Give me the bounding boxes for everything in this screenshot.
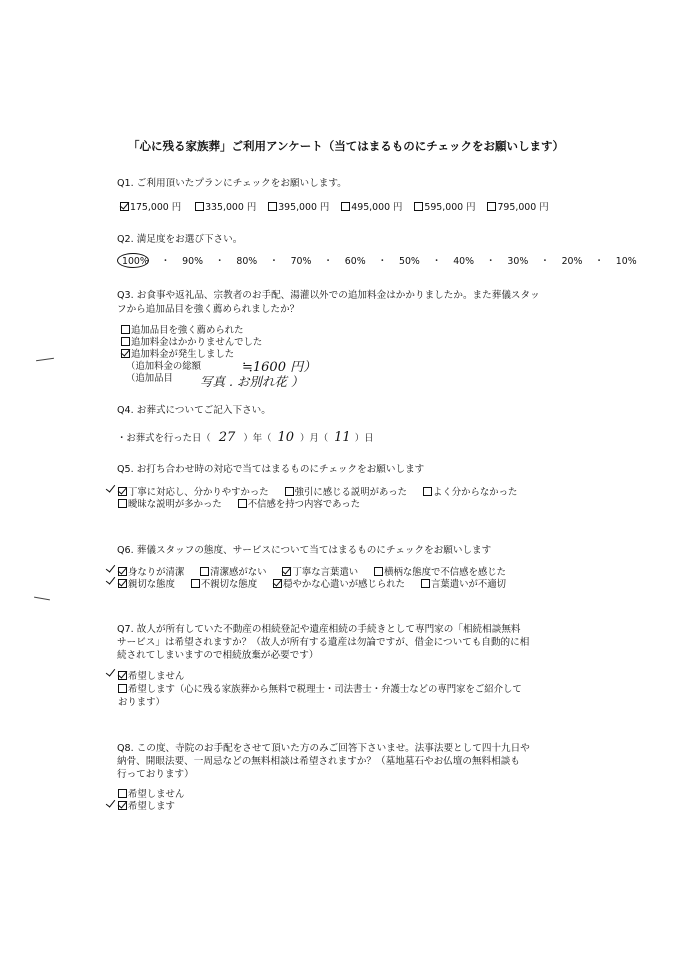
q6-row1 [118, 567, 506, 579]
checkbox-icon [341, 202, 350, 211]
handwritten-check-icon [106, 797, 115, 807]
q3-items-handwritten: 写真 . お別れ花 ） [200, 374, 304, 389]
q3-question-line1: Q3. お食事や返礼品、宗教者のお手配、湯灌以外での追加料金はかかりましたか。また葬儀スタッ [117, 290, 540, 301]
q7-question-line1: Q7. 故人が所有していた不動産の相続登記や遺産相続の手続きとして専門家の「相続相談無料 [117, 624, 521, 635]
checkbox-icon [487, 202, 496, 211]
q6-option-unkind[interactable]: 不親切な態度 [191, 579, 257, 590]
q1-option-595000[interactable]: 595,000 円 [414, 202, 475, 213]
q2-separator: ・ [269, 256, 279, 267]
q7-question-line3: 続されてしまいますので相続放棄が必要です） [117, 650, 319, 661]
q7-option-no[interactable]: 希望しません [118, 671, 184, 683]
q6-option-polite-speech[interactable]: 丁寧な言葉遣い [282, 567, 358, 578]
q4-question: Q4. お葬式についてご記入下さい。 [117, 405, 271, 416]
checkbox-icon [238, 499, 247, 508]
q8-question-line1: Q8. この度、寺院のお手配をさせて頂いた方のみご回答下さいませ。法事法要として四十九日や [117, 743, 530, 754]
q2-question: Q2. 満足度をお選び下さい。 [117, 234, 243, 245]
q8-option-no[interactable]: 希望しません [118, 789, 184, 801]
q4-month-value[interactable]: 10 [277, 430, 294, 445]
q2-option-70[interactable]: 70% [290, 256, 312, 267]
q1-options [120, 202, 549, 214]
q6-option-inappropriate-speech[interactable]: 言葉遣いが不適切 [421, 579, 506, 590]
q6-option-gentle[interactable]: 穏やかな心遣いが感じられた [273, 579, 405, 590]
q2-option-40[interactable]: 40% [453, 256, 475, 267]
checkbox-icon [374, 567, 383, 576]
q5-row1 [118, 487, 517, 499]
checkbox-checked-icon [273, 579, 282, 588]
checkbox-icon [285, 487, 294, 496]
q4-day-value[interactable]: 11 [334, 430, 351, 445]
checkbox-icon [118, 499, 127, 508]
checkbox-checked-icon [120, 202, 129, 211]
q1-option-495000[interactable]: 495,000 円 [341, 202, 402, 213]
q8-option-yes[interactable]: 希望します [118, 801, 175, 813]
q1-option-395000[interactable]: 395,000 円 [268, 202, 329, 213]
q2-option-90[interactable]: 90% [182, 256, 204, 267]
q2-option-100[interactable]: 100% [122, 256, 149, 267]
margin-mark [36, 358, 54, 361]
q2-separator: ・ [323, 256, 333, 267]
checkbox-icon [414, 202, 423, 211]
checkbox-checked-icon [121, 349, 130, 358]
checkbox-checked-icon [118, 567, 127, 576]
q1-option-335000[interactable]: 335,000 円 [195, 202, 256, 213]
q1-option-175000[interactable]: 175,000 円 [120, 202, 181, 213]
q2-option-50[interactable]: 50% [398, 256, 420, 267]
q5-row2 [118, 499, 360, 511]
q2-option-80[interactable]: 80% [236, 256, 258, 267]
checkbox-icon [118, 789, 127, 798]
q1-question: Q1. ご利用頂いたプランにチェックをお願いします。 [117, 178, 347, 189]
q6-option-unclean[interactable]: 清潔感がない [200, 567, 266, 578]
q2-separator: ・ [215, 256, 225, 267]
q3-option-no-fee[interactable]: 追加料金はかかりませんでした [121, 337, 262, 349]
q5-option-vague[interactable]: 曖昧な説明が多かった [118, 499, 222, 510]
q5-option-pushy[interactable]: 強引に感じる説明があった [285, 487, 407, 498]
handwritten-check-icon [106, 666, 115, 676]
q5-option-polite[interactable]: 丁寧に対応し、分かりやすかった [118, 487, 269, 498]
q1-option-795000[interactable]: 795,000 円 [487, 202, 548, 213]
q2-option-20[interactable]: 20% [561, 256, 583, 267]
q5-question: Q5. お打ち合わせ時の対応で当てはまるものにチェックをお願いします [117, 464, 425, 475]
q8-question-line3: 行っております） [117, 769, 194, 780]
q2-separator: ・ [377, 256, 387, 267]
q7-question-line2: サービス」は希望されますか？（故人が所有する遺産は勿論ですが、借金についても自動的に相 [117, 637, 530, 648]
checkbox-checked-icon [118, 487, 127, 496]
q3-fee-total-label: （追加料金の総額 [126, 361, 202, 372]
q4-date-row: ・お葬式を行った日（ 27 ）年（ 10 ）月（ 11 ）日 [117, 430, 374, 445]
q5-option-distrust[interactable]: 不信感を持つ内容であった [238, 499, 360, 510]
handwritten-check-icon [106, 562, 115, 572]
q3-option-fee-occurred[interactable]: 追加料金が発生しました [121, 349, 234, 361]
checkbox-icon [121, 337, 130, 346]
checkbox-icon [268, 202, 277, 211]
q2-separator: ・ [431, 256, 442, 267]
checkbox-icon [200, 567, 209, 576]
q6-option-kind[interactable]: 親切な態度 [118, 579, 175, 590]
q2-option-30[interactable]: 30% [507, 256, 529, 267]
q3-fee-total-handwritten: ≒1600 円） [242, 360, 317, 375]
q8-question-line2: 納骨、開眼法要、一周忌などの無料相談は希望されますか？（墓地墓石やお仏壇の無料相談も [117, 756, 520, 767]
checkbox-icon [121, 325, 130, 334]
checkbox-icon [195, 202, 204, 211]
checkbox-checked-icon [282, 567, 291, 576]
q6-option-clean[interactable]: 身なりが清潔 [118, 567, 184, 578]
checkbox-checked-icon [118, 801, 127, 810]
q6-row2 [118, 579, 506, 591]
q3-option-recommended[interactable]: 追加品目を強く薦められた [121, 325, 244, 337]
handwritten-check-icon [106, 574, 115, 584]
q2-scale [122, 256, 637, 268]
q5-option-unclear[interactable]: よく分からなかった [423, 487, 517, 498]
q2-option-10[interactable]: 10% [615, 256, 637, 267]
q2-separator: ・ [594, 256, 604, 267]
q3-items-label: （追加品目 [126, 373, 173, 384]
q7-option-yes[interactable]: 希望します（心に残る家族葬から無料で税理士・司法書士・弁護士などの専門家をご紹介して [118, 684, 522, 696]
q2-separator: ・ [486, 256, 496, 267]
checkbox-checked-icon [118, 671, 127, 680]
checkbox-icon [118, 684, 127, 693]
q2-option-60[interactable]: 60% [344, 256, 366, 267]
q6-question: Q6. 葬儀スタッフの態度、サービスについて当てはまるものにチェックをお願いします [117, 545, 492, 556]
q3-question-line2: フから追加品目を強く薦められましたか？ [117, 304, 300, 315]
q7-option-yes-cont: おります） [118, 697, 165, 708]
checkbox-icon [423, 487, 432, 496]
q4-year-value[interactable]: 27 [218, 430, 236, 445]
q6-option-arrogant[interactable]: 横柄な態度で不信感を感じた [374, 567, 506, 578]
q2-separator: ・ [540, 256, 550, 267]
checkbox-checked-icon [118, 579, 127, 588]
checkbox-icon [191, 579, 200, 588]
handwritten-check-icon [106, 482, 115, 492]
q2-separator: ・ [160, 256, 171, 267]
survey-title: 「心に残る家族葬」ご利用アンケート（当てはまるものにチェックをお願いします） [128, 139, 564, 153]
margin-mark [34, 597, 50, 601]
checkbox-icon [421, 579, 430, 588]
